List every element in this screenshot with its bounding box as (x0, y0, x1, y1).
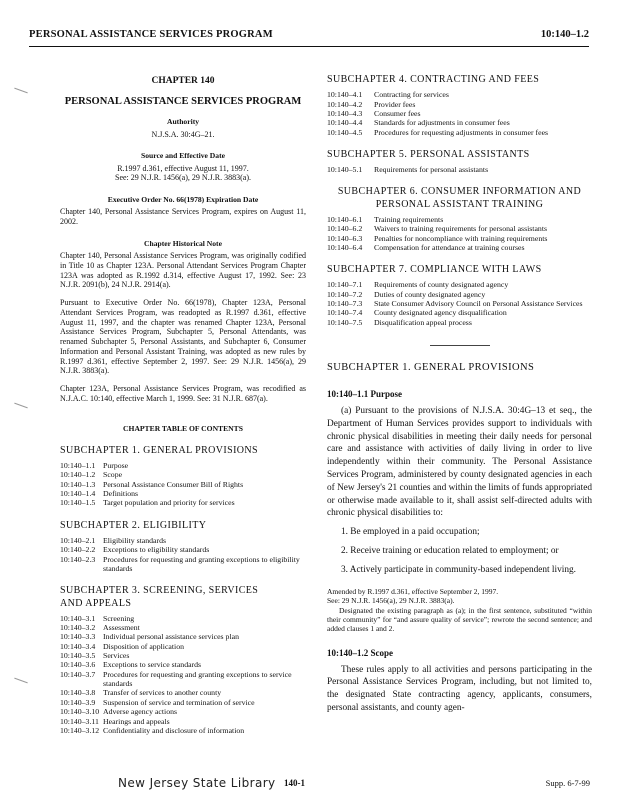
running-header-title: PERSONAL ASSISTANCE SERVICES PROGRAM (29, 29, 273, 40)
toc-entry-title: State Consumer Advisory Council on Personal Assistance Services (374, 299, 583, 309)
toc-entry-title: Consumer fees (374, 108, 421, 118)
toc-entry (60, 642, 306, 651)
toc-entry-title: Screening (103, 613, 135, 623)
toc-entry-title: Disqualification appeal process (374, 317, 472, 327)
toc-entry-number: 10:140–6.3 (327, 233, 363, 243)
toc-entry (60, 480, 306, 489)
toc-entry-title: Purpose (103, 461, 129, 471)
source-line: See: 29 N.J.R. 1456(a), 29 N.J.R. 3883(a). (115, 173, 251, 183)
amendment-note (327, 587, 592, 634)
toc-entry (327, 234, 592, 243)
toc-list (327, 90, 592, 137)
toc-entry-number: 10:140–1.4 (60, 489, 96, 499)
authority-heading: Authority (166, 117, 200, 127)
toc-entry-number: 10:140–4.2 (327, 99, 363, 109)
toc-entry (60, 670, 306, 689)
toc-entry (60, 651, 306, 660)
toc-entry-number: 10:140–5.1 (327, 165, 363, 175)
toc-entry (327, 318, 592, 327)
toc-entry-number: 10:140–3.5 (60, 651, 96, 661)
toc-entry-number: 10:140–3.2 (60, 623, 96, 633)
section-divider (430, 345, 490, 346)
toc-entry (327, 290, 592, 299)
historical-note-heading: Chapter Historical Note (144, 238, 222, 248)
toc-entry-title: Exceptions to service standards (103, 660, 202, 670)
supplement-date: Supp. 6-7-99 (545, 778, 590, 788)
toc-entry (327, 224, 592, 233)
right-column (327, 74, 592, 715)
toc-entry-title: Suspension of service and termination of service (103, 697, 255, 707)
toc-entry-number: 10:140–3.3 (60, 632, 96, 642)
toc-entry-title: Requirements of county designated agency (374, 280, 509, 290)
toc-entry-title: Scope (103, 470, 123, 480)
toc-entry-number: 10:140–1.2 (60, 470, 96, 480)
toc-entry-number: 10:140–3.1 (60, 613, 96, 623)
toc-entry-number: 10:140–2.2 (60, 545, 96, 555)
toc-entry-number: 10:140–2.3 (60, 554, 96, 564)
running-header-code: 10:140–1.2 (540, 29, 589, 40)
toc-entry-number: 10:140–3.8 (60, 688, 96, 698)
note-line: Amended by R.1997 d.361, effective September 2, 1997. (327, 586, 499, 596)
toc-list (60, 614, 306, 735)
toc-subchapter-title: SUBCHAPTER 6. CONSUMER INFORMATION AND PERSONAL ASSISTANT TRAINING (337, 186, 582, 210)
toc-entry-number: 10:140–6.1 (327, 214, 363, 224)
toc-entry-title: Compensation for attendance at training courses (374, 242, 525, 252)
toc-entry (60, 688, 306, 697)
toc-entry (60, 698, 306, 707)
toc-entry-number: 10:140–3.12 (60, 725, 100, 735)
toc-entry (60, 614, 306, 623)
toc-subchapter-title: SUBCHAPTER 3. SCREENING, SERVICES AND APPEALS (60, 585, 259, 609)
toc-entry-title: Contracting for services (374, 90, 449, 100)
toc-entry-title: Standards for adjustments in consumer fees (374, 118, 510, 128)
toc-entry-number: 10:140–3.9 (60, 697, 96, 707)
toc-entry (327, 109, 592, 118)
toc-entry (60, 545, 306, 554)
section-heading: 10:140–1.1 Purpose (327, 388, 402, 399)
toc-entry-number: 10:140–7.2 (327, 289, 363, 299)
toc-entry-title: Personal Assistance Consumer Bill of Rights (103, 479, 244, 489)
exec-order-text: Chapter 140, Personal Assistance Services Program, expires on August 11, 2002. (60, 207, 306, 227)
section-clause: 1. Be employed in a paid occupation; (341, 527, 480, 538)
toc-entry-title: Duties of county designated agency (374, 289, 486, 299)
toc-entry (327, 165, 592, 174)
section-paragraph: (a) Pursuant to the provisions of N.J.S.A. 30:4G–13 et seq., the Department of Human Services provides support to individuals with chronic physical disabilities in meeting their daily needs for personal care and assistance with activities of daily living in order to live independently within their community. The Personal Assistance Services Program, administered by county designated agencies in each of New Jersey's 21 counties and within the limits of funds appropriated or otherwise made available to it, shall assist self-directed adults with chronic physical disabilities to: (327, 405, 592, 519)
toc-entry-number: 10:140–3.6 (60, 660, 96, 670)
toc-heading: CHAPTER TABLE OF CONTENTS (123, 423, 243, 433)
toc-entry-number: 10:140–1.3 (60, 479, 96, 489)
toc-entry-number: 10:140–3.11 (60, 716, 99, 726)
toc-entry-title: Transfer of services to another county (103, 688, 222, 698)
toc-entry (327, 299, 592, 308)
toc-entry (60, 498, 306, 507)
toc-entry (327, 128, 592, 137)
margin-mark (14, 88, 27, 94)
toc-entry-title: Procedures for requesting adjustments in consumer fees (374, 127, 549, 137)
section-clause: 2. Receive training or education related to employment; or (341, 546, 559, 557)
toc-entry-number: 10:140–4.5 (327, 127, 363, 137)
toc-entry-number: 10:140–6.2 (327, 224, 363, 234)
chapter-title: PERSONAL ASSISTANCE SERVICES PROGRAM (64, 95, 302, 107)
toc-entry (60, 632, 306, 641)
toc-entry-number: 10:140–7.3 (327, 299, 363, 309)
toc-subchapter-title: SUBCHAPTER 5. PERSONAL ASSISTANTS (327, 148, 530, 160)
toc-entry (60, 461, 306, 470)
toc-entry-title: Confidentiality and disclosure of information (103, 725, 245, 735)
toc-entry-title: Disposition of application (103, 641, 184, 651)
toc-entry-title: Exceptions to eligibility standards (103, 545, 210, 555)
toc-entry-number: 10:140–3.7 (60, 669, 96, 679)
toc-entry-number: 10:140–7.5 (327, 317, 363, 327)
toc-entry-number: 10:140–4.3 (327, 108, 363, 118)
toc-entry-number: 10:140–7.4 (327, 308, 363, 318)
toc-entry-title: Services (103, 651, 130, 661)
toc-entry (327, 100, 592, 109)
toc-entry-title: Target population and priority for services (103, 498, 235, 508)
toc-subchapter-title: SUBCHAPTER 1. GENERAL PROVISIONS (60, 444, 259, 456)
toc-entry-number: 10:140–2.1 (60, 535, 96, 545)
toc-entry (60, 623, 306, 632)
toc-entry-title: Waivers to training requirements for personal assistants (374, 224, 548, 234)
toc-subchapter-title: SUBCHAPTER 2. ELIGIBILITY (60, 519, 207, 531)
section-paragraph: These rules apply to all activities and persons participating in the Personal Assistance Services Program, including, but not limited to, the designated State contracting agency, applicants, consumers, personal assistants, and county agen- (327, 664, 592, 714)
library-watermark: New Jersey State Library (118, 776, 276, 790)
page-number: 140-1 (284, 778, 305, 788)
toc-entry-number: 10:140–6.4 (327, 242, 363, 252)
source-heading: Source and Effective Date (140, 151, 225, 161)
toc-entry-title: Requirements for personal assistants (374, 165, 489, 175)
toc-entry-number: 10:140–4.1 (327, 90, 363, 100)
toc-entry (327, 90, 592, 99)
toc-entry (327, 308, 592, 317)
toc-entry (60, 555, 306, 574)
left-column (60, 74, 306, 735)
toc-entry-title: Procedures for requesting and granting exceptions to service standards (103, 669, 292, 689)
source-line: R.1997 d.361, effective August 11, 1997. (117, 163, 249, 173)
toc-list (327, 280, 592, 327)
toc-entry (327, 118, 592, 127)
margin-mark (14, 403, 27, 409)
toc-entry (60, 660, 306, 669)
toc-entry-number: 10:140–7.1 (327, 280, 363, 290)
toc-entry-number: 10:140–3.10 (60, 707, 100, 717)
toc-entry (327, 243, 592, 252)
toc-entry-title: Definitions (103, 489, 139, 499)
toc-entry (60, 489, 306, 498)
note-text: Designated the existing paragraph as (a); in the first sentence, substituted “within their community” for “and assure quality of service”; rewrote the second sentence; and added clauses 1 and 2. (327, 605, 592, 634)
toc-entry-title: Penalties for noncompliance with training requirements (374, 233, 548, 243)
toc-subchapter-title: SUBCHAPTER 4. CONTRACTING AND FEES (327, 74, 540, 85)
toc-entry-title: Training requirements (374, 214, 444, 224)
toc-entry-title: Adverse agency actions (103, 707, 178, 717)
toc-entry-title: County designated agency disqualification (374, 308, 507, 318)
toc-subchapter-title: SUBCHAPTER 7. COMPLIANCE WITH LAWS (327, 264, 542, 276)
header-rule (29, 46, 589, 47)
subchapter-heading: SUBCHAPTER 1. GENERAL PROVISIONS (327, 362, 535, 374)
historical-note-paragraph: Chapter 140, Personal Assistance Services Program, was originally codified in Title 10 as Chapter 123A. Personal Attendant Services Program Chapter 123A was adopted as R.1992 d.314, effective August 17, 1992. See: 23 N.J.R. 2091(b), 24 N.J.R. 2914(a). (60, 251, 306, 290)
toc-entry-number: 10:140–4.4 (327, 118, 363, 128)
toc-entry-title: Provider fees (374, 99, 416, 109)
toc-entry-number: 10:140–3.4 (60, 641, 96, 651)
toc-entry-number: 10:140–1.1 (60, 461, 96, 471)
toc-entry (60, 536, 306, 545)
section-clause: 3. Actively participate in community-based independent living. (341, 564, 576, 575)
toc-entry (60, 726, 306, 735)
historical-note-paragraph: Chapter 123A, Personal Assistance Services Program, was recodified as N.J.A.C. 10:140, effective March 1, 1999. See: 31 N.J.R. 687(a). (60, 384, 306, 403)
toc-list (60, 536, 306, 573)
toc-list (327, 165, 592, 174)
toc-list (327, 215, 592, 252)
section-heading: 10:140–1.2 Scope (327, 647, 393, 658)
toc-entry-title: Hearings and appeals (103, 716, 170, 726)
toc-entry-title: Individual personal assistance services plan (103, 632, 239, 642)
toc-entry (60, 470, 306, 479)
historical-note-paragraph: Pursuant to Executive Order No. 66(1978), Chapter 123A, Personal Attendant Services Program, was readopted as R.1997 d.361, effective August 11, 1997, and the chapter was renamed Chapter 123A, Personal Assistance Services Program, Subchapter 5, Personal Attendants, was renamed Subchapter 5, Personal Assistants, and Subchapter 6, Consumer Information and Personal Assistant Training, was adopted as new rules by R.1997 d.361, effective September 2, 1997. See: 29 N.J.R. 1456(a), 29 N.J.R. 3883(a). (60, 298, 306, 376)
chapter-number: CHAPTER 140 (151, 76, 215, 86)
toc-entry (60, 707, 306, 716)
authority-text: N.J.S.A. 30:4G–21. (151, 129, 215, 139)
toc-entry-title: Assessment (103, 623, 140, 633)
toc-entry (60, 717, 306, 726)
toc-entry-number: 10:140–1.5 (60, 498, 96, 508)
exec-order-heading: Executive Order No. 66(1978) Expiration Date (107, 195, 259, 205)
margin-mark (14, 678, 27, 684)
toc-entry-title: Procedures for requesting and granting exceptions to eligibility standards (103, 554, 300, 573)
toc-entry (327, 280, 592, 289)
toc-entry (327, 215, 592, 224)
note-line: See: 29 N.J.R. 1456(a), 29 N.J.R. 3883(a). (327, 596, 455, 606)
toc-list (60, 461, 306, 508)
toc-entry-title: Eligibility standards (103, 535, 167, 545)
